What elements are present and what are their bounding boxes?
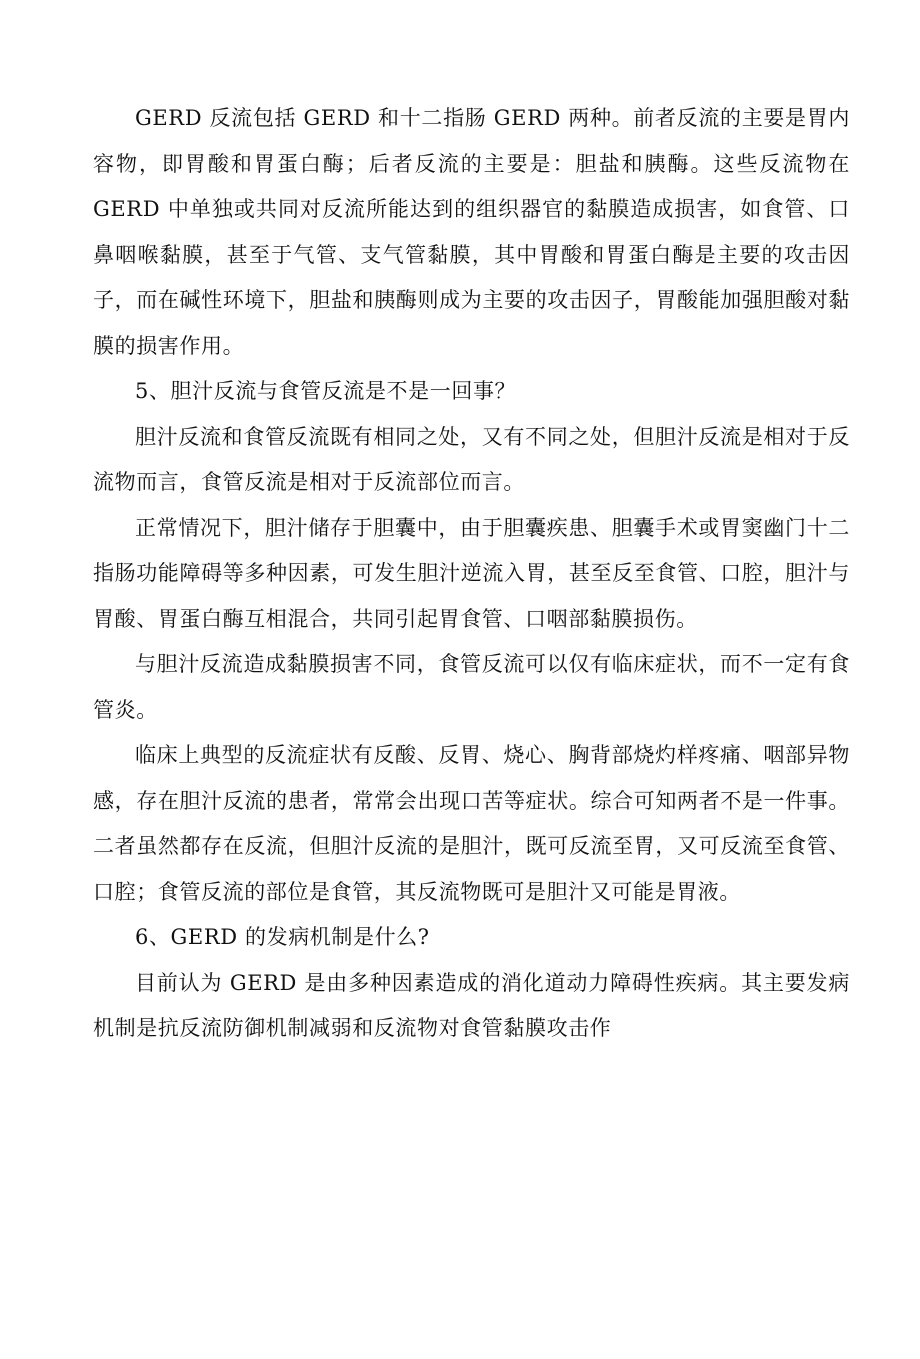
paragraph-clinical-symptoms: 临床上典型的反流症状有反酸、反胃、烧心、胸背部烧灼样疼痛、咽部异物感，存在胆汁反流的患者，常常会出现口苦等症状。综合可知两者不是一件事。二者虽然都存在反流，但胆汁反流的是胆汁，既可反流至胃，又可反流至食管、口腔；食管反流的部位是食管，其反流物既可是胆汁又可能是胃液。: [93, 743, 850, 904]
paragraph-bile-vs-esophageal: 胆汁反流和食管反流既有相同之处，又有不同之处，但胆汁反流是相对于反流物而言，食管反流是相对于反流部位而言。: [93, 424, 850, 494]
section-heading-6: 6、GERD 的发病机制是什么?: [135, 925, 430, 949]
section-heading-5: 5、胆汁反流与食管反流是不是一回事？: [135, 379, 517, 403]
document-body: [93, 96, 850, 1052]
paragraph-normal-bile: 正常情况下，胆汁储存于胆囊中，由于胆囊疾患、胆囊手术或胃窦幽门十二指肠功能障碍等多种因素，可发生胆汁逆流入胃，甚至反至食管、口腔，胆汁与胃酸、胃蛋白酶互相混合，共同引起胃食管、口咽部黏膜损伤。: [93, 515, 850, 631]
paragraph-gerd-types: GERD 反流包括 GERD 和十二指肠 GERD 两种。前者反流的主要是胃内容物，即胃酸和胃蛋白酶；后者反流的主要是：胆盐和胰酶。这些反流物在 GERD 中单独或共同对反流所能达到的组织器官的黏膜造成损害，如食管、口鼻咽喉黏膜，甚至于气管、支气管黏膜，其中胃酸和胃蛋白酶是主要的攻击因子，而在碱性环境下，胆盐和胰酶则成为主要的攻击因子，胃酸能加强胆酸对黏膜的损害作用。: [93, 106, 850, 358]
paragraph-pathogenesis: 目前认为 GERD 是由多种因素造成的消化道动力障碍性疾病。其主要发病机制是抗反流防御机制减弱和反流物对食管黏膜攻击作: [93, 970, 850, 1040]
paragraph-mucosa-damage: 与胆汁反流造成黏膜损害不同，食管反流可以仅有临床症状，而不一定有食管炎。: [93, 652, 850, 722]
